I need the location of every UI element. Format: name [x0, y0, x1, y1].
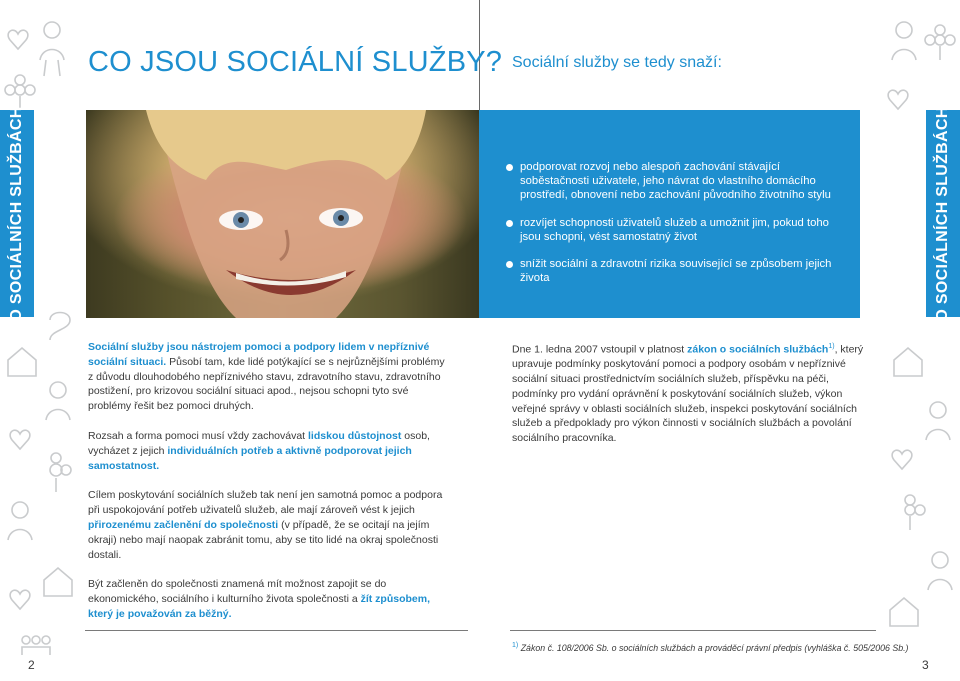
house-icon — [8, 348, 36, 376]
side-tab-label: O SOCIÁLNÍCH SLUŽBÁCH — [8, 105, 25, 322]
person-icon — [928, 552, 952, 590]
side-tab-right — [926, 105, 960, 322]
footnote: $^{1)}$ Zákon č. 108/2006 Sb. o sociálních službách a prováděcí právní předpis (vyhláška č. 505/2006 Sb.) — [512, 642, 909, 653]
footnote-ref: 1) — [828, 343, 835, 350]
goals-list — [501, 160, 846, 298]
heart-icon — [10, 590, 30, 609]
person-icon — [40, 22, 64, 76]
heart-icon — [892, 450, 912, 469]
bullet-icon — [506, 220, 513, 227]
footer-rule-left — [85, 630, 468, 631]
right-body-text — [512, 340, 874, 461]
heart-icon — [888, 90, 908, 109]
section-title: Sociální služby se tedy snaží: — [512, 54, 722, 71]
paragraph: Dne 1. ledna 2007 vstoupil v platnost zákon o sociálních službách$^{1)}$, který upravuje podmínky poskytování pomoci a podpory osobám v nepříznivé sociální situaci prostřednictvím sociálních služeb, příspěvku na péči, podmínky pro vydání oprávnění k poskytování sociálních služeb, výkon veřejné správy v oblasti sociálních služeb, inspekci poskytování sociálních služeb a předpoklady pro výkon činnosti v sociálních službách a povolání sociálního pracovníka. — [512, 343, 864, 445]
paragraph: Být začleněn do společnosti znamená mít možnost zapojit se do ekonomického, sociálního i kulturního života společnosti a žít způsobem, který je považován za běžný. — [88, 578, 430, 620]
page-title: CO JSOU SOCIÁLNÍ SLUŽBY? — [88, 46, 503, 78]
house-icon — [894, 348, 922, 376]
list-item: snížit sociální a zdravotní rizika související se způsobem jejich života — [501, 257, 846, 285]
side-tab-left — [0, 105, 34, 322]
decorative-doodle-border-right — [880, 0, 960, 681]
flower-icon — [5, 75, 35, 110]
paragraph: Sociální služby jsou nástrojem pomoci a podpory lidem v nepříznivé sociální situaci. Působí tam, kde lidé potýkající se s nejrůznějšími problémy z důvodu dlouhodobého nepříznivého stavu, zdravotního stavu, zdravotního postižení, pro krizovou sociální situaci apod., nejsou schopni tyto své problémy řešit bez pomoci druhých. — [88, 341, 445, 413]
heart-icon — [10, 430, 30, 449]
footer-rule-right — [510, 630, 876, 631]
page-number-left: 2 — [28, 658, 35, 672]
list-item: podporovat rozvoj nebo alespoň zachování stávající soběstačnosti uživatele, jeho návrat do vlastního domácího prostředí, obnovení nebo zachování původního životního stylu — [501, 160, 846, 203]
house-icon — [44, 568, 72, 596]
paragraph: Cílem poskytování sociálních služeb tak není jen samotná pomoc a podpora při uspokojování potřeb uživatelů služeb, ale mají zároveň vést k jejich přirozenému začlenění do společnosti (v případě, že se ocitají na jejím okraji) nebo mají naopak zabránit tomu, aby se tito lidé na okraj společnosti dostali. — [88, 489, 443, 561]
people-group-icon — [22, 636, 50, 655]
paragraph: Rozsah a forma pomoci musí vždy zachovávat lidskou důstojnost osob, vycházet z jejich individuálních potřeb a aktivně podporovat jejich samostatnost. — [88, 429, 430, 472]
list-item: rozvíjet schopnosti uživatelů služeb a umožnit jim, pokud toho jsou schopni, vést samostatný život — [501, 216, 846, 244]
page-number-right: 3 — [922, 658, 929, 672]
flower-icon — [50, 453, 71, 492]
house-icon — [890, 598, 918, 626]
goals-panel — [479, 110, 860, 318]
flower-icon — [925, 25, 955, 60]
person-icon — [46, 382, 70, 420]
decorative-doodle-border-left — [0, 0, 80, 681]
child-photo — [86, 110, 479, 318]
flower-icon — [905, 495, 925, 530]
heart-icon — [8, 30, 28, 49]
person-icon — [8, 502, 32, 540]
person-icon — [926, 402, 950, 440]
bullet-icon — [506, 164, 513, 171]
person-icon — [892, 22, 916, 60]
left-body-text — [88, 340, 450, 637]
bullet-icon — [506, 261, 513, 268]
side-tab-label: O SOCIÁLNÍCH SLUŽBÁCH — [934, 105, 951, 322]
